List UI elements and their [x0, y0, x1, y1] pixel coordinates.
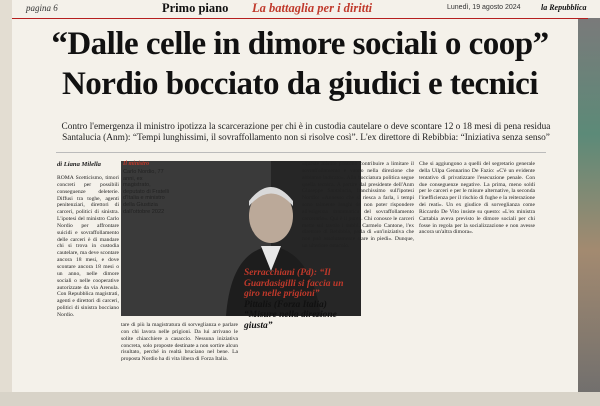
pull-quote-line-2: Pittalis (Forza Italia) “Misure nella direzione giusta”: [244, 299, 337, 331]
pull-quote-line-1: Serracchiani (Pd): “Il Guardasigilli si faccia un giro nelle prigioni”: [244, 268, 344, 299]
photo-caption-text: Carlo Nordio, 77 anni, ex magistrato, deputato di Fratelli d'Italia e ministro della Giustizia dall'ottobre 2022: [123, 169, 170, 215]
article-column-1: ROMA Scetticismo, timori concreti per possibili conseguenze deleterie. Diffusi tra toghe, agenti penitenziari, direttori di carceri, politici di sinistra. L'ipotesi del ministro Carlo Nordio per affrontare suicidi e sovraffollamento delle carceri è di mandare chi si trova in custodia cautelare, ma deve scontare ancora 18 mesi, e dove scontare ancora 18 mesi o un anno, nelle dimore sociali o nelle cooperative autorizzate da via Arenula. Con Repubblica magistrati, agenti e direttori di carceri, politici di sinistra bocciano Nordio.: [57, 175, 119, 318]
page-bottom-strip: [0, 392, 600, 406]
article-column-4: Che si aggiungono a quelli del segretario generale della Uilpa Gennarino De Fazio: «C'è un evidente tentativo di privatizzare l'esecuzione penale. Con due conseguenze negative. La prima, meno soldi per le carceri e per le misure alternative, la seconda l'inefficienza per il rischio di fughe e la reiterazione dei reati». Un ex giudice di sorveglianza come Riccardo De Vito insiste su questo: «L'ex ministra Cartabia aveva previsto le dimore sociali per chi fosse in regola per la socializzazione e non avesse ancora un'altra dimora».: [419, 161, 535, 236]
headline-line-2: Nordio bocciato da giudici e tecnici: [61, 66, 539, 102]
header-rule: [12, 18, 588, 19]
article-column-2: tare di più la magistratura di sorveglianza e parlare con chi lavora nelle prigioni. Da lui arrivano le solite chiacchiere a casaccio. Nessuna iniziativa concreta, solo proposte destinate a non sortire alcun risultato, perché in realtà bruciano nel bene. La proposta Nordio ha di vita libera di Forza Italia.: [121, 322, 238, 363]
headline-line-1: “Dalle celle in dimore sociali o coop”: [51, 26, 549, 62]
date: Lunedì, 19 agosto 2024: [447, 4, 521, 11]
section-subtitle: La battaglia per i diritti: [252, 1, 373, 15]
newspaper-name: la Repubblica: [541, 3, 587, 12]
section-title: Primo piano: [162, 1, 229, 15]
page-number: pagina 6: [26, 3, 58, 13]
photo-caption-title: Il ministro: [123, 161, 150, 167]
summary-rule: [56, 152, 546, 153]
summary: Contro l'emergenza il ministro ipotizza la scarcerazione per chi è in custodia cautelare o deve scontare 12 o 18 mesi di pena residua Santalucia (Anm): “Tempi lunghissimi, il sovraffollamento non si risolve così”. L'ex direttore di Rebibbia: “Iniziativa senza senso”: [61, 122, 551, 143]
byline: di Liana Milella: [57, 161, 101, 168]
article-column-3: «queste misure possono contribuire a limitare il sovraffollamento e vanno nella direzione che abbiamo indicato». Alla bocciatura politica segue quella tecnica. A partire dal presidente dell'Anm Giuseppe Santalucia, franchissimo sull'ipotesi Nordio: «Annesso che si riesca a farla, i tempi sono talmente lunghi da non poter rispondere all'esigenza drammatica del sovraffollamento carcerario». Qui è il punto. Chi conosce le carceri mette sul tavolo i dubbi. Carmelo Cantone, l'ex direttore di Rebibbia, parla di «un'iniziativa che non può assolutamente stare in piedi». Dunque, un ulteriore ostacolo.: [302, 161, 414, 250]
